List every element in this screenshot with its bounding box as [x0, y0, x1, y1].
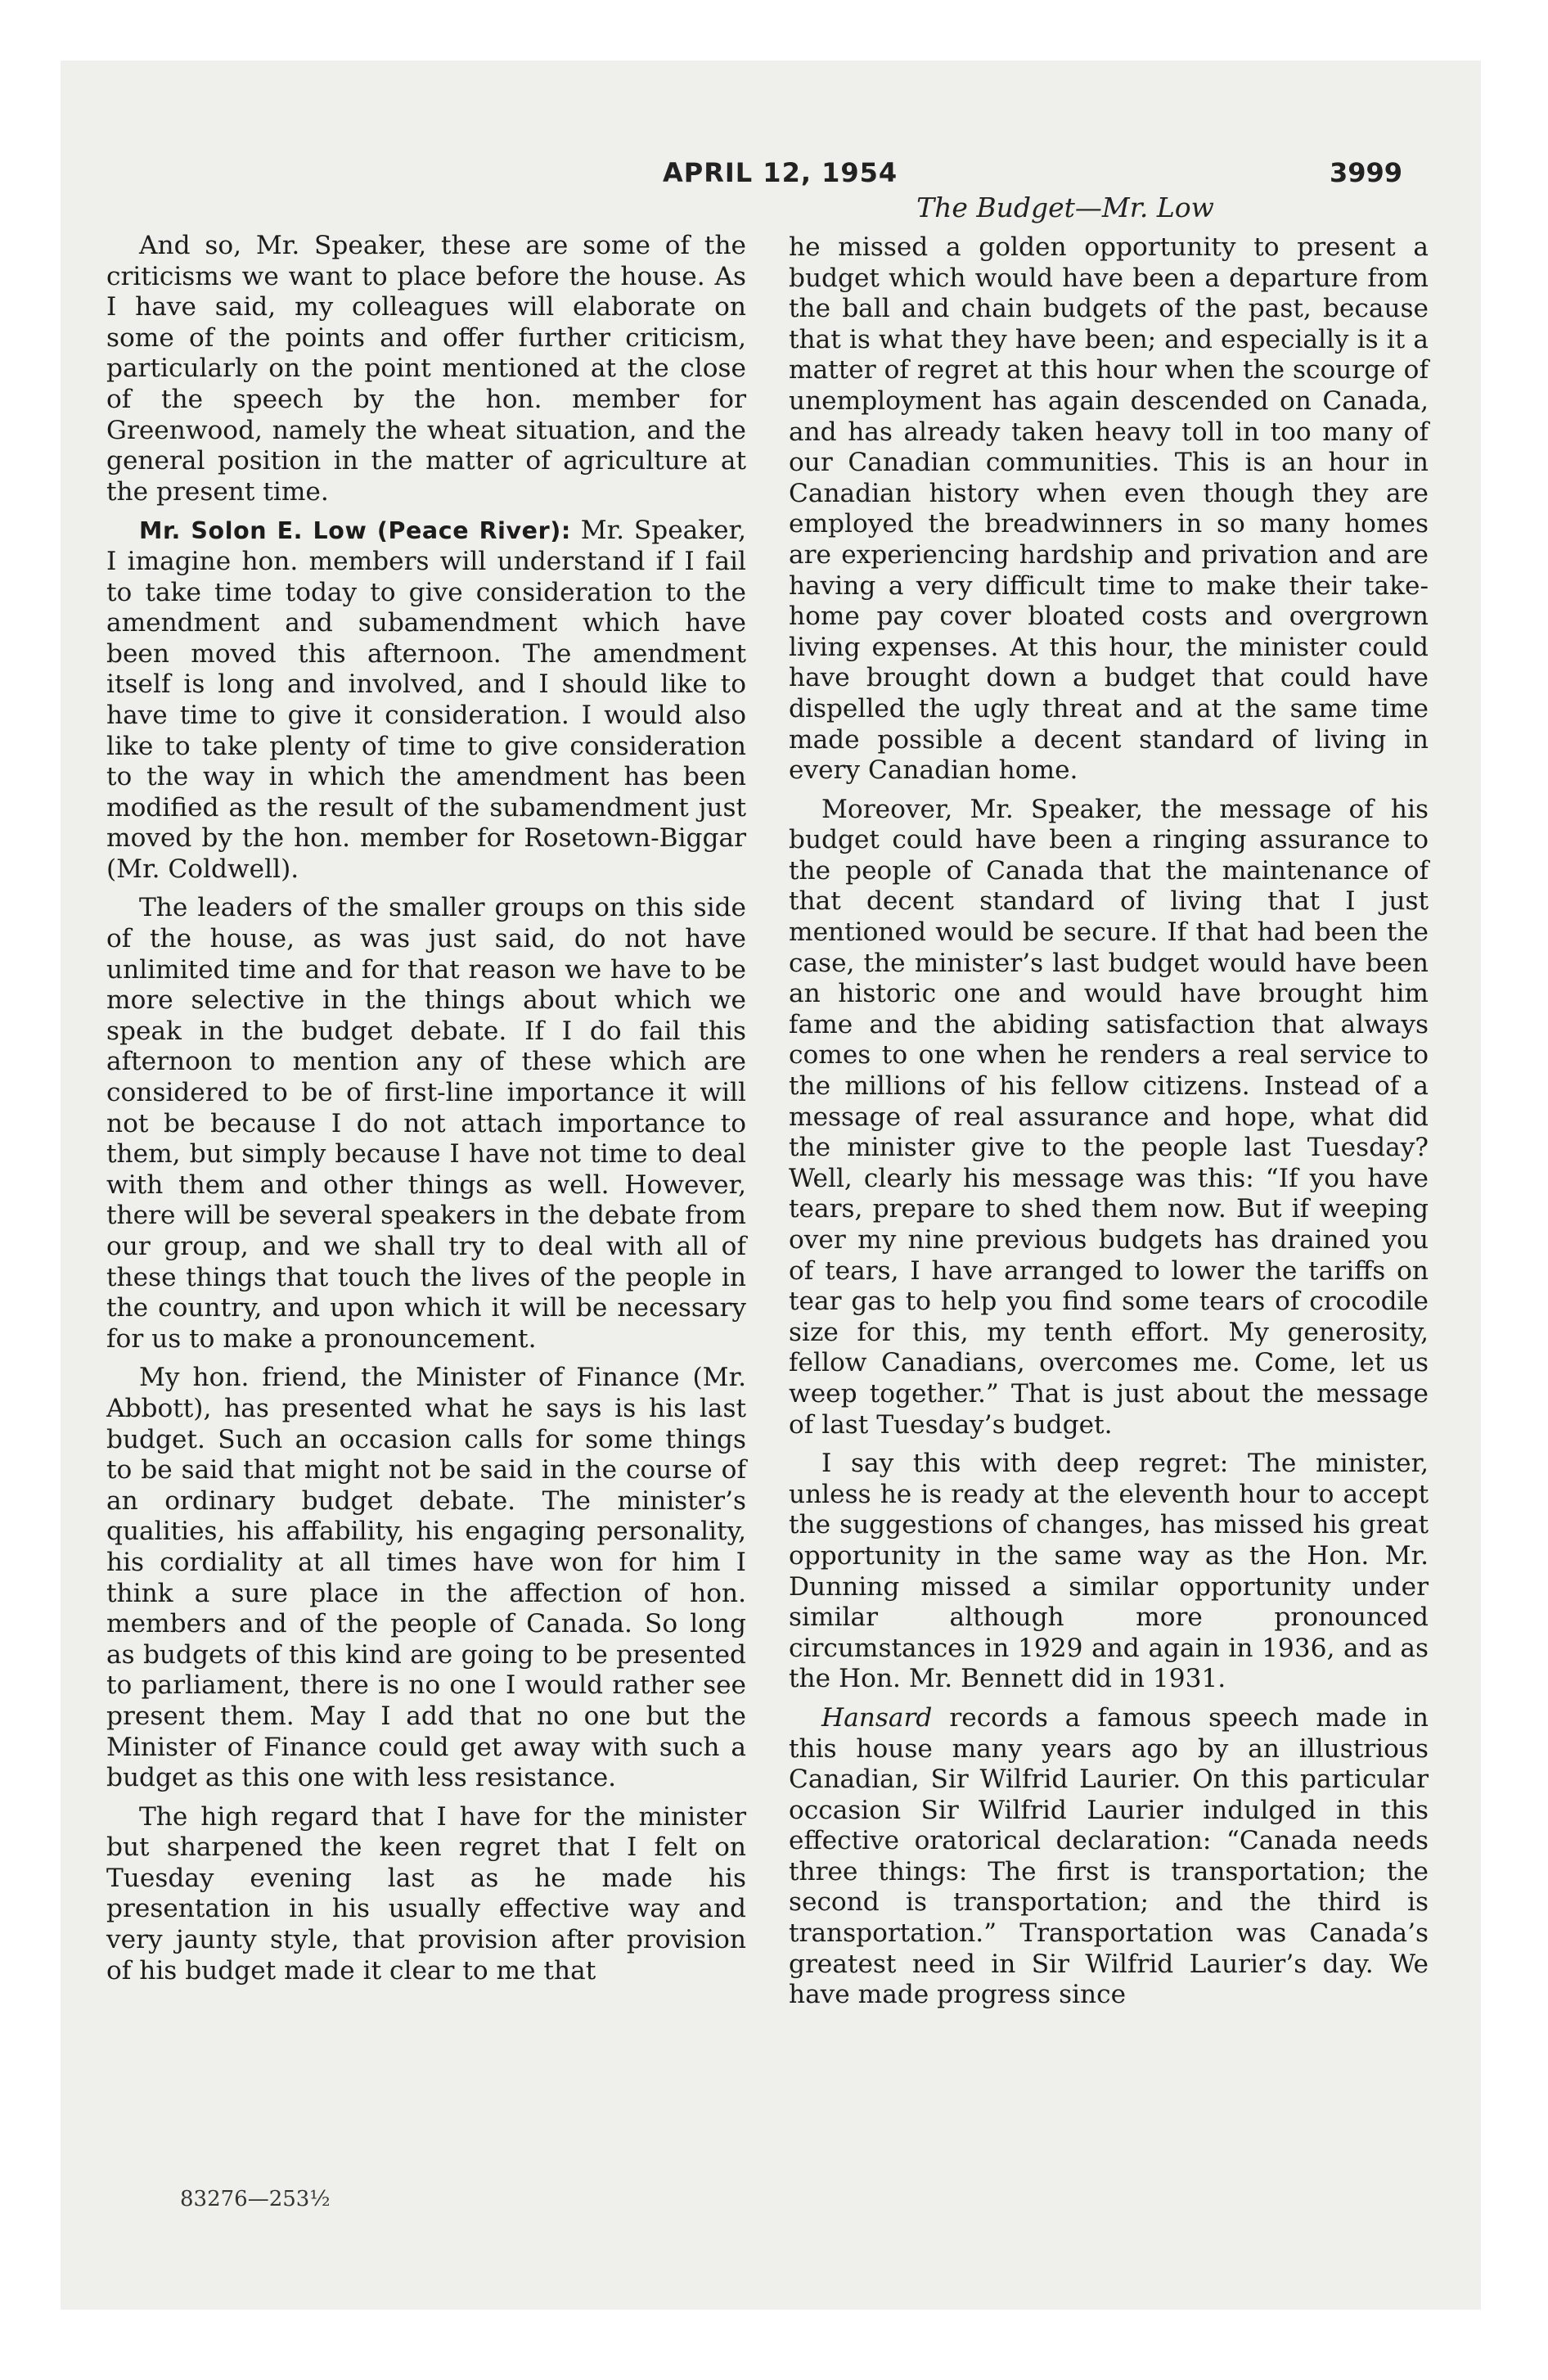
- page-number: 3999: [1329, 157, 1402, 188]
- paragraph-text: records a famous speech made in this house many years ago by an illustrious Canadian, Sir Wilfrid Laurier. On this particular occasion Sir Wilfrid Laurier indulged in this effective oratorical declaration: “Canada needs three things: The first is transportation; the second is transportation; and the third is transportation.” Transportation was Canada’s greatest need in Sir Wilfrid Laurier’s day. We have made progress since: [789, 1702, 1429, 2010]
- paragraph-text: Mr. Speaker, I imagine hon. members will understand if I fail to take time today to give consideration to the amendment and subamendment which have been moved this afternoon. The amendment itself is long and involved, and I should like to have time to give it consideration. I would also like to take plenty of time to give consideration to the way in which the amendment has been modified as the result of the subamendment just moved by the hon. member for Rosetown-Biggar (Mr. Coldwell).: [106, 516, 746, 884]
- paragraph: Moreover, Mr. Speaker, the message of his budget could have been a ringing assurance to the people of Canada that the maintenance of that decent standard of living that I just mentioned would be secure. If that had been the case, the minister’s last budget would have been an historic one and would have brought him fame and the abiding satisfaction that always comes to one when he renders a real service to the millions of his fellow citizens. Instead of a message of real assurance and hope, what did the minister give to the people last Tuesday? Well, clearly his message was this: “If you have tears, prepare to shed them now. But if weeping over my nine previous budgets has drained you of tears, I have arranged to lower the tariffs on tear gas to help you find some tears of crocodile size for this, my tenth effort. My generosity, fellow Canadians, overcomes me. Come, let us weep together.” That is just about the message of last Tuesday’s budget.: [789, 794, 1429, 1440]
- paragraph: My hon. friend, the Minister of Finance (Mr. Abbott), has presented what he says is his last budget. Such an occasion calls for some things to be said that might not be said in the course of an ordinary budget debate. The minister’s qualities, his affability, his engaging personality, his cordiality at all times have won for him I think a sure place in the affection of hon. members and of the people of Canada. So long as budgets of this kind are going to be presented to parliament, there is no one I would rather see present them. May I add that no one but the Minister of Finance could get away with such a budget as this one with less resistance.: [106, 1363, 746, 1793]
- paragraph: he missed a golden opportunity to present a budget which would have been a departure from the ball and chain budgets of the past, because that is what they have been; and especially is it a matter of regret at this hour when the scourge of unemployment has again descended on Canada, and has already taken heavy toll in too many of our Canadian communities. This is an hour in Canadian history when even though they are employed the breadwinners in so many homes are experiencing hardship and privation and are having a very difficult time to make their take-home pay cover bloated costs and overgrown living expenses. At this hour, the minister could have brought down a budget that could have dispelled the ugly threat and at the same time made possible a decent standard of living in every Canadian home.: [789, 232, 1429, 786]
- paragraph: I say this with deep regret: The minister, unless he is ready at the eleventh hour to accept the suggestions of changes, has missed his great opportunity in the same way as the Hon. Mr. Dunning missed a similar opportunity under similar although more pronounced circumstances in 1929 and again in 1936, and as the Hon. Mr. Bennett did in 1931.: [789, 1449, 1429, 1694]
- paragraph: The leaders of the smaller groups on this side of the house, as was just said, do not have unlimited time and for that reason we have to be more selective in the things about which we speak in the budget debate. If I do fail this afternoon to mention any of these which are considered to be of first-line importance it will not be because I do not attach importance to them, but simply because I have not time to deal with them and other things as well. However, there will be several speakers in the debate from our group, and we shall try to deal with all of these things that touch the lives of the people in the country, and upon which it will be necessary for us to make a pronouncement.: [106, 893, 746, 1354]
- right-column: [789, 232, 1429, 2019]
- paragraph: [106, 516, 746, 885]
- paragraph: The high regard that I have for the minister but sharpened the keen regret that I felt on Tuesday evening last as he made his presentation in his usually effective way and very jaunty style, that provision after provision of his budget made it clear to me that: [106, 1801, 746, 1986]
- speaker-name: Mr. Solon E. Low (Peace River):: [139, 517, 571, 545]
- running-head: The Budget—Mr. Low: [916, 192, 1214, 223]
- page-sheet: [61, 61, 1481, 2310]
- print-code: 83276—253½: [180, 2187, 331, 2211]
- header-date: APRIL 12, 1954: [663, 157, 898, 188]
- left-column: [106, 231, 746, 1995]
- paragraph: And so, Mr. Speaker, these are some of the criticisms we want to place before the house. As I have said, my colleagues will elaborate on some of the points and offer further criticism, particularly on the point mentioned at the close of the speech by the hon. member for Greenwood, namely the wheat situation, and the general position in the matter of agriculture at the present time.: [106, 231, 746, 507]
- paragraph: [789, 1703, 1429, 2011]
- italic-title: Hansard: [821, 1702, 933, 1733]
